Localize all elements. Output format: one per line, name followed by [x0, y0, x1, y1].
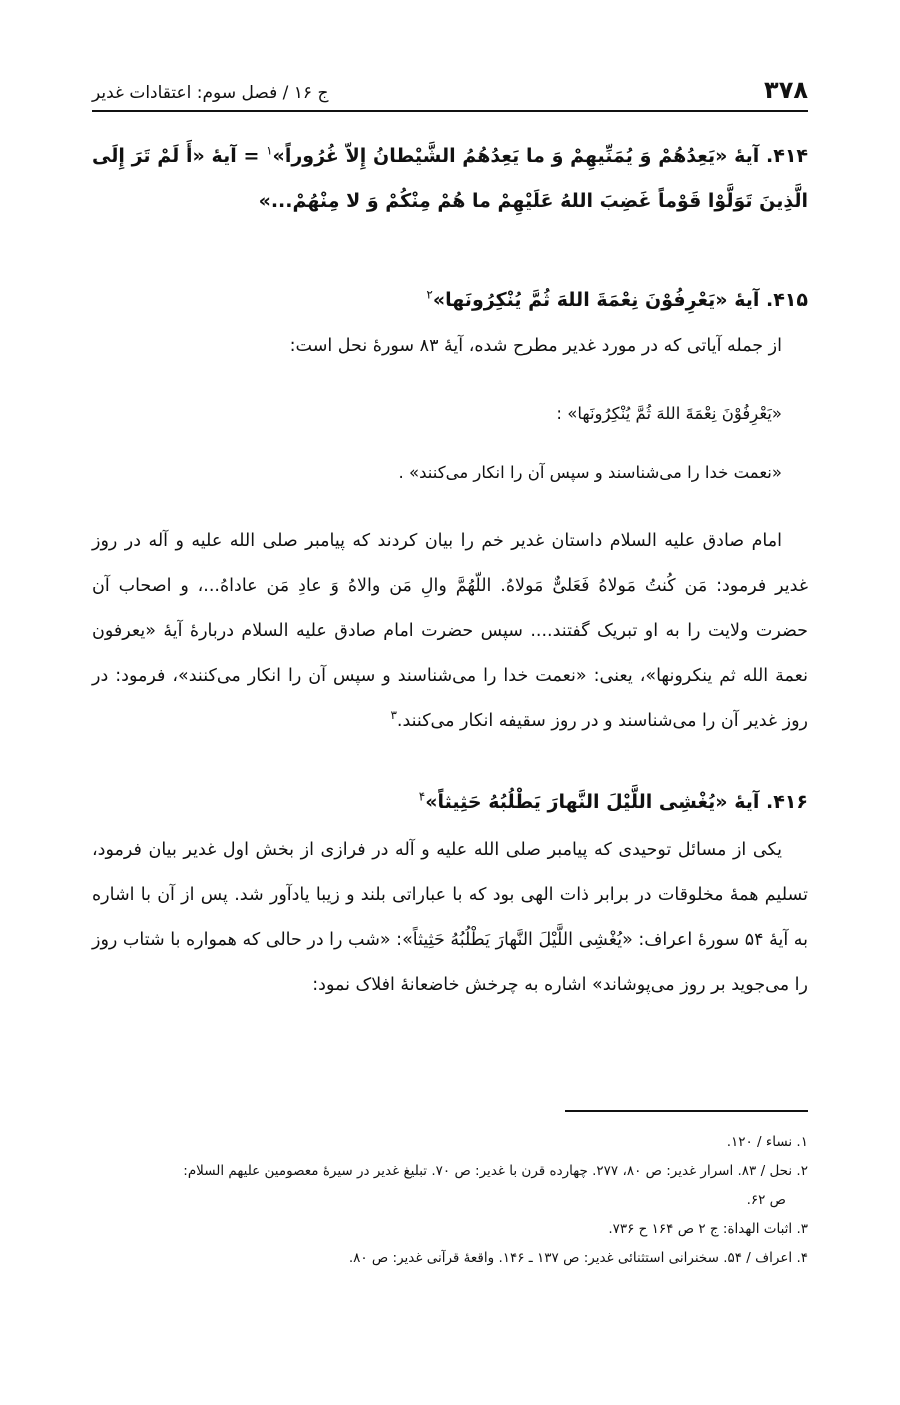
verse-416-paragraph: یکی از مسائل توحیدی که پیامبر صلی الله علیه و آله در فرازی از بخش اول غدیر بیان فرمود، تسلیم همهٔ مخلوقات در برابر ذات الهی بود که با عباراتی بلند و زیبا یادآور شد. پس از آن با اشاره به آیهٔ ۵۴ سورهٔ اعراف: «یُغْشِی اللَّیْلَ النَّهارَ یَطْلُبُهُ حَثِیثاً»: «شب را در حالی که همواره با شتاب روز را می‌جوید بر روز می‌پوشاند» اشاره به چرخش خاضعانهٔ افلاک نمود: — [92, 840, 809, 995]
verse-416-heading-text: ۴۱۶. آیهٔ «یُغْشِی اللَّیْلَ النَّهارَ یَطْلُبُهُ حَثِیثاً» — [425, 791, 808, 813]
footnote-1: ۱. نساء / ۱۲۰. — [726, 1134, 808, 1150]
verse-416-section — [92, 782, 808, 1008]
footnote-marker-4: ۴ — [418, 789, 426, 804]
footnotes — [92, 1128, 808, 1273]
footnote-marker-2: ۲ — [426, 287, 433, 302]
verse-415-section — [92, 280, 808, 744]
verse-415-quote-persian: «نعمت خدا را می‌شناسند و سپس آن را انکار می‌کنند» . — [398, 463, 782, 482]
verse-415-paragraph — [92, 519, 808, 744]
footnote-3: ۳. اثبات الهداة: ج ۲ ص ۱۶۴ ح ۷۳۶. — [608, 1221, 808, 1237]
verse-415-heading — [92, 280, 808, 320]
verse-415-heading-text: ۴۱۵. آیهٔ «یَعْرِفُوْنَ نِعْمَةَ اللهَ ثُمَّ یُنْكِرُونَها» — [432, 289, 808, 311]
footnote-divider — [565, 1110, 808, 1112]
verse-414-heading-continuation: = آیهٔ «أَ لَمْ تَرَ إِلَی الَّذِینَ تَوَلَّوْا قَوْماً غَضِبَ اللهُ عَلَیْهِمْ ما هُمْ مِنْكُمْ وَ لا مِنْهُمْ...» — [92, 145, 808, 212]
footnote-2: ۲. نحل / ۸۳. اسرار غدیر: ص ۸۰، ۲۷۷. چهارده قرن با غدیر: ص ۷۰. تبلیغ غدیر در سیرهٔ معصومین علیهم السلام: — [183, 1163, 808, 1179]
verse-415-paragraph-text: امام صادق علیه السلام داستان غدیر خم را بیان کردند که پیامبر صلی الله علیه و آله در روز غدیر فرمود: مَن كُنتُ مَولاهُ فَعَلیٌّ مَولاهُ. اللّهُمَّ والِ مَن والاهُ وَ عادِ مَن عاداهُ...، و اصحاب آن حضرت ولایت را به او تبریک گفتند.... سپس حضرت امام صادق علیه السلام دربارهٔ آیهٔ «یعرفون نعمة الله ثم ینکرونها»، یعنی: «نعمت خدا را می‌شناسند و سپس آن را انکار می‌کنند»، فرمود: در روز غدیر آن را می‌شناسند و در روز سقیفه انکار می‌کنند. — [92, 531, 808, 731]
footnote-2-continuation: ص ۶۲. — [746, 1192, 786, 1208]
footnote-marker-1: ۱ — [266, 143, 273, 158]
footnote-4: ۴. اعراف / ۵۴. سخنرانی استثنائی غدیر: ص ۱۳۷ ـ ۱۴۶. واقعهٔ قرآنی غدیر: ص ۸۰. — [348, 1250, 808, 1266]
page-header — [92, 68, 808, 112]
verse-415-quote-arabic: «یَعْرِفُوْنَ نِعْمَةَ اللهَ ثُمَّ یُنْكِرُونَها» : — [556, 404, 782, 423]
verse-414-heading — [92, 134, 808, 224]
verse-415-intro: از جمله آیاتی که در مورد غدیر مطرح شده، آیهٔ ۸۳ سورهٔ نحل است: — [289, 336, 782, 356]
verse-416-heading — [92, 782, 808, 822]
footnote-marker-3: ۳ — [390, 708, 397, 723]
page-number: ۳۷۸ — [764, 76, 808, 104]
verse-414-section — [92, 134, 808, 224]
running-title: ج ۱۶ / فصل سوم: اعتقادات غدیر — [92, 83, 329, 103]
verse-414-heading-text: ۴۱۴. آیهٔ «یَعِدُهُمْ وَ یُمَنِّیهِمْ وَ ما یَعِدُهُمُ الشَّیْطانُ إِلاّ غُرُوراً» — [272, 145, 809, 167]
